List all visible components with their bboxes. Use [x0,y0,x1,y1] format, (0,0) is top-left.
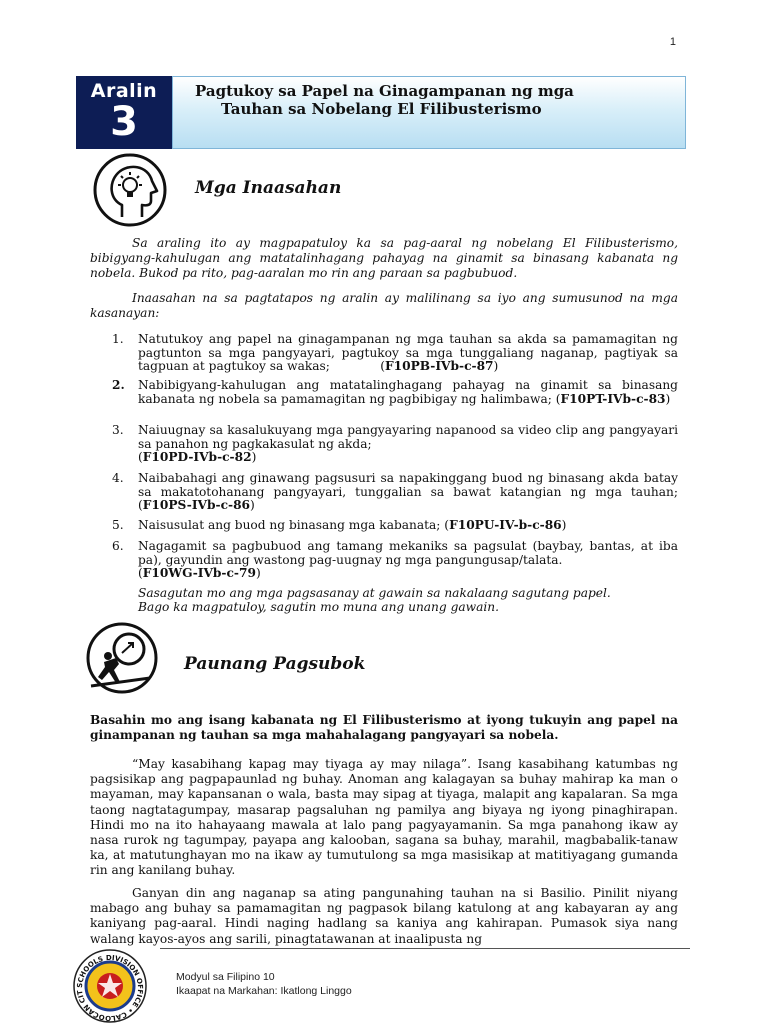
aralin-number: 3 [110,99,138,145]
head-lightbulb-icon [90,153,178,241]
aralin-label: Aralin [90,80,158,102]
lesson-title-line2: Tauhan sa Nobelang El Filibusterismo [221,100,542,118]
paunang-title: Paunang Pagsubok [184,654,366,674]
lesson-title [195,82,574,118]
paunang-paragraph1: “May kasabihang kapag may tiyaga ay may nilaga”. Isang kasabihang katumbas ng pagsisikap ang pagpapaunlad ng buhay. Anoman ang kalagayan sa buhay mahirap ka man o mayaman, may kapansanan o wala, basta may sipag at tiyaga, malapit ang kapalaran. Sa mga taong nagtatagumpay, masarap pagsaluhan ng pamilya ang biyaya ng iyong pinaghirapan. Hindi mo na ito hahayaang mawala at lalo pang pagyayamanin. Sa mga panahong ikaw ay nasa rurok ng tagumpay, payapa ang kalooban, sagana sa buhay, marahil, magbabalik-tanaw ka, at matutunghayan mo na ikaw ay tumutulong sa mga masisikap at matitiyagang gumanda rin ang kanilang buhay. [90,757,678,878]
note-line2: Bago ka magpatuloy, sagutin mo muna ang unang gawain. [138,600,499,614]
footer-divider [160,948,690,949]
paunang-instruction: Basahin mo ang isang kabanata ng El Filibusterismo at iyong tukuyin ang papel na ginampanan ng tauhan sa mga mahahalagang pangyayari sa nobela. [90,713,678,742]
objective-item: 6. Nagagamit sa pagbubuod ang tamang mekaniks sa pagsulat (baybay, bantas, at iba pa), gayundin ang wastong pag-uugnay ng mga pangungusap/talata. (F10WG-IVb-c-79) [112,539,678,580]
footer-module: Modyul sa Filipino 10 [176,971,275,983]
person-pushing-boulder-icon [78,620,166,708]
paunang-paragraph2: Ganyan din ang naganap sa ating pangunahing tauhan na si Basilio. Pinilit niyang mabago ang buhay sa pamamagitan ng pagpasok bilang katulong at ang kabayaran ay ang kaniyang pag-aaral. Hindi naging hadlang sa kaniya ang kahirapan. Pumasok siya nang walang kayos-ayos ang sarili, pinagtatawanan at inaalipusta ng [90,886,678,946]
objective-item: 1. Natutukoy ang papel na ginagampanan ng mga tauhan sa akda sa pamamagitan ng pagtunton sa mga pangyayari, pagtukoy sa mga tunggaliang naganap, pagtiyak sa tagpuan at pagtukoy sa wakas; (F10PB-IVb-c-87) [112,332,678,373]
objective-item: 2. Nabibigyang-kahulugan ang matatalinghagang pahayag na ginamit sa binasang kabanata ng nobela sa pamamagitan ng pagbibigay ng halimbawa; (F10PT-IVb-c-83) [112,378,678,406]
footer-quarter: Ikaapat na Markahan: Ikatlong Linggo [176,985,352,997]
lesson-title-line1: Pagtukoy sa Papel na Ginagampanan ng mga [195,82,574,100]
note-line1: Sasagutan mo ang mga pagsasanay at gawain sa nakalaang sagutang papel. [138,586,611,600]
page-number: 1 [669,36,676,48]
objective-item: 3. Naiuugnay sa kasalukuyang mga pangyayaring napanood sa video clip ang pangyayari sa panahon ng pagkakasulat ng akda; (F10PD-IVb-c-82) [112,423,678,464]
objective-item: 5. Naisusulat ang buod ng binasang mga kabanata; (F10PU-IV-b-c-86) [112,518,567,532]
footer-text [176,970,352,998]
seal-text: SCHOOLS DIVISION OFFICE • CALOOCAN CIT [75,953,145,1023]
schools-division-seal [72,948,148,1024]
inaasahan-lead: Inaasahan na sa pagtatapos ng aralin ay malilinang sa iyo ang sumusunod na mga kasanayan: [90,291,678,320]
inaasahan-title: Mga Inaasahan [195,178,342,198]
aralin-badge [76,76,172,149]
lesson-title-banner [172,76,686,149]
objective-item: 4. Naibabahagi ang ginawang pagsusuri sa napakinggang buod ng binasang akda batay sa makatotohanang pangyayari, tunggalian sa bawat katangian ng mga tauhan; (F10PS-IVb-c-86) [112,471,678,512]
note [138,586,698,614]
inaasahan-intro: Sa araling ito ay magpapatuloy ka sa pag-aaral ng nobelang El Filibusterismo, bibigyang-kahulugan ang matatalinhagang pahayag na ginamit sa binasang kabanata ng nobela. Bukod pa rito, pag-aaralan mo rin ang paraan sa pagbubuod. [90,236,678,280]
